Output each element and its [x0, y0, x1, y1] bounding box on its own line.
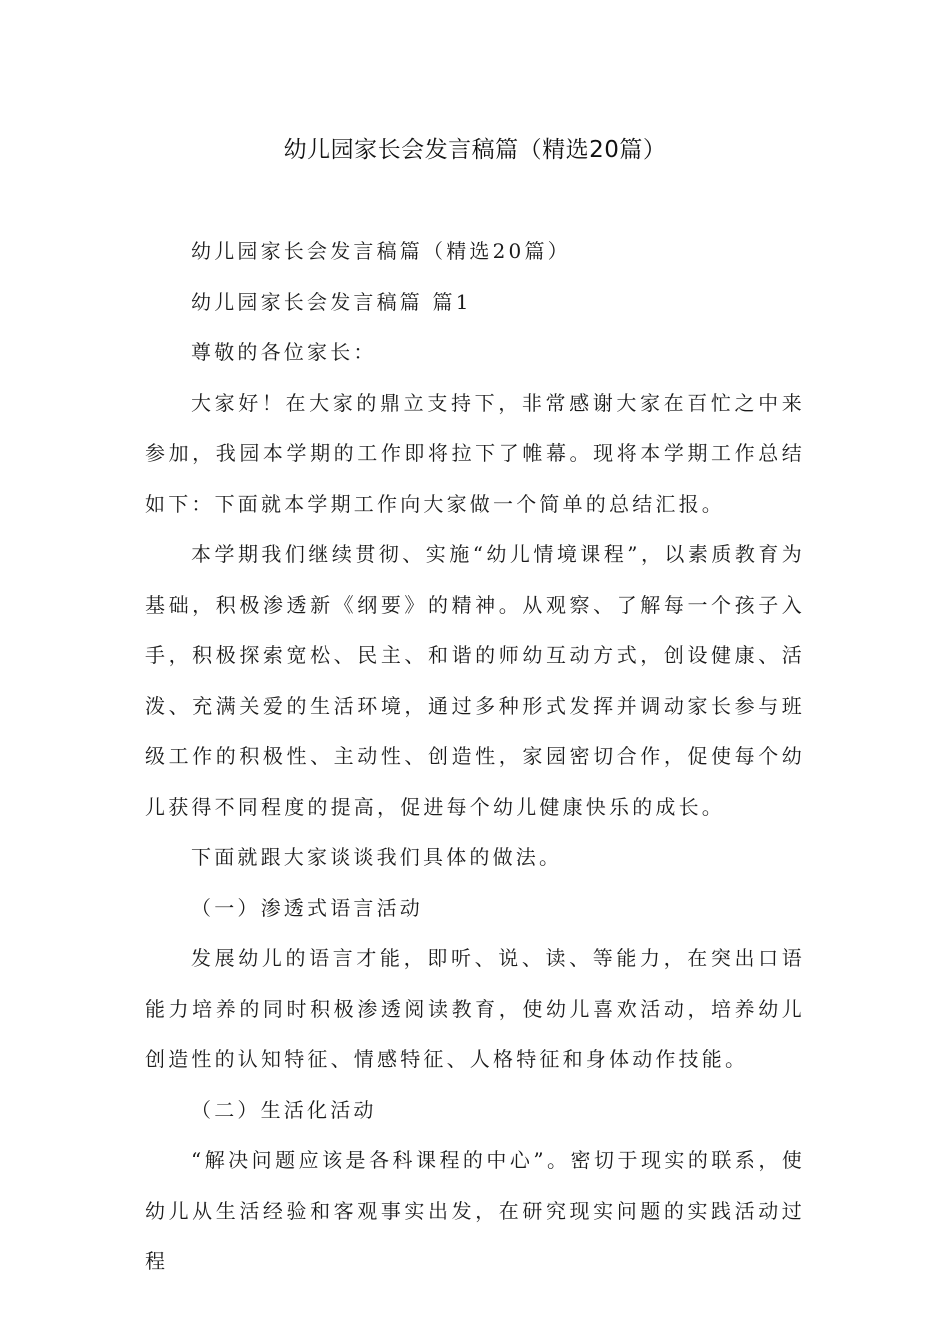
paragraph-salutation: 尊敬的各位家长： [191, 340, 377, 364]
paragraph-intro-methods: 下面就跟大家谈谈我们具体的做法。 [191, 845, 563, 869]
paragraph-subheading-2: （二）生活化活动 [191, 1097, 377, 1122]
paragraph-overview: 本学期我们继续贯彻、实施“幼儿情境课程”，以素质教育为基础，积极渗透新《纲要》的精神。从观察、了解每一个孩子入手，积极探索宽松、民主、和谐的师幼互动方式，创设健康、活泼、充满关爱的生活环境，通过多种形式发挥并调动家长参与班级工作的积极性、主动性、创造性，家园密切合作，促使每个幼儿获得不同程度的提高，促进每个幼儿健康快乐的成长。 [145, 542, 805, 819]
paragraph-life-activity: “解决问题应该是各科课程的中心”。密切于现实的联系，使幼儿从生活经验和客观事实出发，在研究现实问题的实践活动过程 [145, 1148, 805, 1273]
paragraph-greeting: 大家好！在大家的鼎立支持下，非常感谢大家在百忙之中来参加，我园本学期的工作即将拉下了帷幕。现将本学期工作总结如下：下面就本学期工作向大家做一个简单的总结汇报。 [145, 390, 805, 516]
paragraph-language: 发展幼儿的语言才能，即听、说、读、等能力，在突出口语能力培养的同时积极渗透阅读教育，使幼儿喜欢活动，培养幼儿创造性的认知特征、情感特征、人格特征和身体动作技能。 [145, 946, 805, 1071]
paragraph-section-title: 幼儿园家长会发言稿篇 篇1 [191, 289, 472, 314]
document-title: 幼儿园家长会发言稿篇（精选20篇） [283, 137, 667, 163]
document-body [145, 226, 805, 1287]
paragraph-heading: 幼儿园家长会发言稿篇（精选20篇） [191, 239, 571, 263]
paragraph-subheading-1: （一）渗透式语言活动 [191, 895, 423, 920]
